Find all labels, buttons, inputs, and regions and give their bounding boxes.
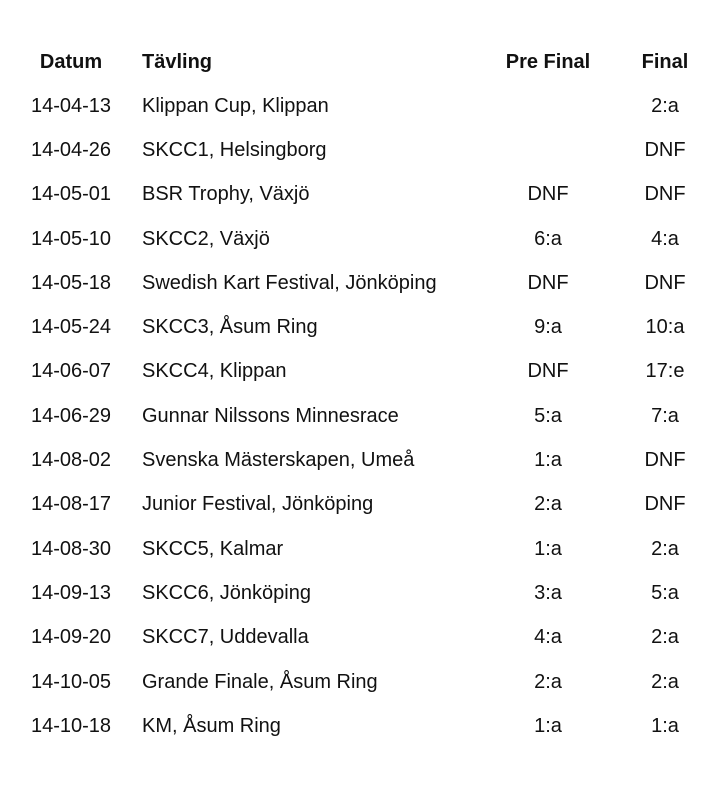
cell-date: 14-09-20 <box>30 626 112 649</box>
cell-pre-final: 6:a <box>534 227 562 250</box>
table-body <box>0 84 724 748</box>
cell-final: DNF <box>644 449 686 472</box>
header-row <box>0 40 724 84</box>
cell-pre-final: 4:a <box>534 626 562 649</box>
table-row <box>0 660 724 704</box>
table-row <box>0 438 724 482</box>
results-table <box>0 40 724 748</box>
cell-final: 2:a <box>651 537 679 560</box>
cell-event: SKCC4, Klippan <box>142 360 287 383</box>
cell-final: 5:a <box>651 581 679 604</box>
cell-pre-final: 1:a <box>534 449 562 472</box>
cell-event: SKCC3, Åsum Ring <box>142 316 318 339</box>
cell-pre-final: DNF <box>527 271 569 294</box>
cell-date: 14-05-01 <box>30 183 112 206</box>
cell-event: Gunnar Nilssons Minnesrace <box>142 404 399 427</box>
cell-event: Swedish Kart Festival, Jönköping <box>142 271 437 294</box>
cell-event: KM, Åsum Ring <box>142 714 281 737</box>
cell-final: DNF <box>644 183 686 206</box>
cell-event: BSR Trophy, Växjö <box>142 183 310 206</box>
cell-event: Klippan Cup, Klippan <box>142 94 329 117</box>
cell-pre-final: DNF <box>527 183 569 206</box>
table-row <box>0 305 724 349</box>
cell-final: 17:e <box>645 360 685 383</box>
table-row <box>0 616 724 660</box>
cell-event: SKCC7, Uddevalla <box>142 626 309 649</box>
cell-final: 10:a <box>645 316 685 339</box>
cell-date: 14-04-26 <box>30 138 112 161</box>
table-row <box>0 704 724 748</box>
cell-date: 14-06-29 <box>30 404 112 427</box>
table-row <box>0 571 724 615</box>
cell-final: DNF <box>644 493 686 516</box>
table-row <box>0 84 724 128</box>
cell-date: 14-05-18 <box>30 271 112 294</box>
cell-pre-final <box>490 128 606 172</box>
cell-pre-final: 3:a <box>534 581 562 604</box>
header-date: Datum <box>39 50 103 73</box>
table-row <box>0 128 724 172</box>
cell-date: 14-10-05 <box>30 670 112 693</box>
table-row <box>0 394 724 438</box>
cell-event: Junior Festival, Jönköping <box>142 493 374 516</box>
cell-event: Grande Finale, Åsum Ring <box>142 670 378 693</box>
cell-event: SKCC2, Växjö <box>142 227 270 250</box>
cell-event: SKCC1, Helsingborg <box>142 138 327 161</box>
table-row <box>0 527 724 571</box>
cell-pre-final <box>490 84 606 128</box>
table-row <box>0 261 724 305</box>
header-pre-final: Pre Final <box>505 50 591 73</box>
header-event: Tävling <box>142 50 213 73</box>
cell-final: 1:a <box>651 714 679 737</box>
cell-event: Svenska Mästerskapen, Umeå <box>142 449 415 472</box>
cell-date: 14-04-13 <box>30 94 112 117</box>
cell-pre-final: 1:a <box>534 537 562 560</box>
cell-final: 7:a <box>651 404 679 427</box>
cell-event: SKCC6, Jönköping <box>142 581 311 604</box>
cell-final: DNF <box>644 138 686 161</box>
cell-date: 14-09-13 <box>30 581 112 604</box>
cell-pre-final: 2:a <box>534 493 562 516</box>
cell-pre-final: 2:a <box>534 670 562 693</box>
cell-pre-final: 9:a <box>534 316 562 339</box>
cell-date: 14-05-10 <box>30 227 112 250</box>
table-row <box>0 217 724 261</box>
cell-date: 14-06-07 <box>30 360 112 383</box>
table-row <box>0 483 724 527</box>
table-header <box>0 40 724 84</box>
cell-pre-final: 1:a <box>534 714 562 737</box>
cell-final: 4:a <box>651 227 679 250</box>
cell-final: 2:a <box>651 626 679 649</box>
cell-pre-final: 5:a <box>534 404 562 427</box>
cell-event: SKCC5, Kalmar <box>142 537 284 560</box>
cell-final: DNF <box>644 271 686 294</box>
table-row <box>0 173 724 217</box>
cell-date: 14-10-18 <box>30 714 112 737</box>
cell-final: 2:a <box>651 670 679 693</box>
cell-date: 14-05-24 <box>30 316 112 339</box>
table-row <box>0 350 724 394</box>
cell-date: 14-08-02 <box>30 449 112 472</box>
cell-date: 14-08-17 <box>30 493 112 516</box>
cell-final: 2:a <box>651 94 679 117</box>
cell-date: 14-08-30 <box>30 537 112 560</box>
cell-pre-final: DNF <box>527 360 569 383</box>
header-final: Final <box>641 50 689 73</box>
